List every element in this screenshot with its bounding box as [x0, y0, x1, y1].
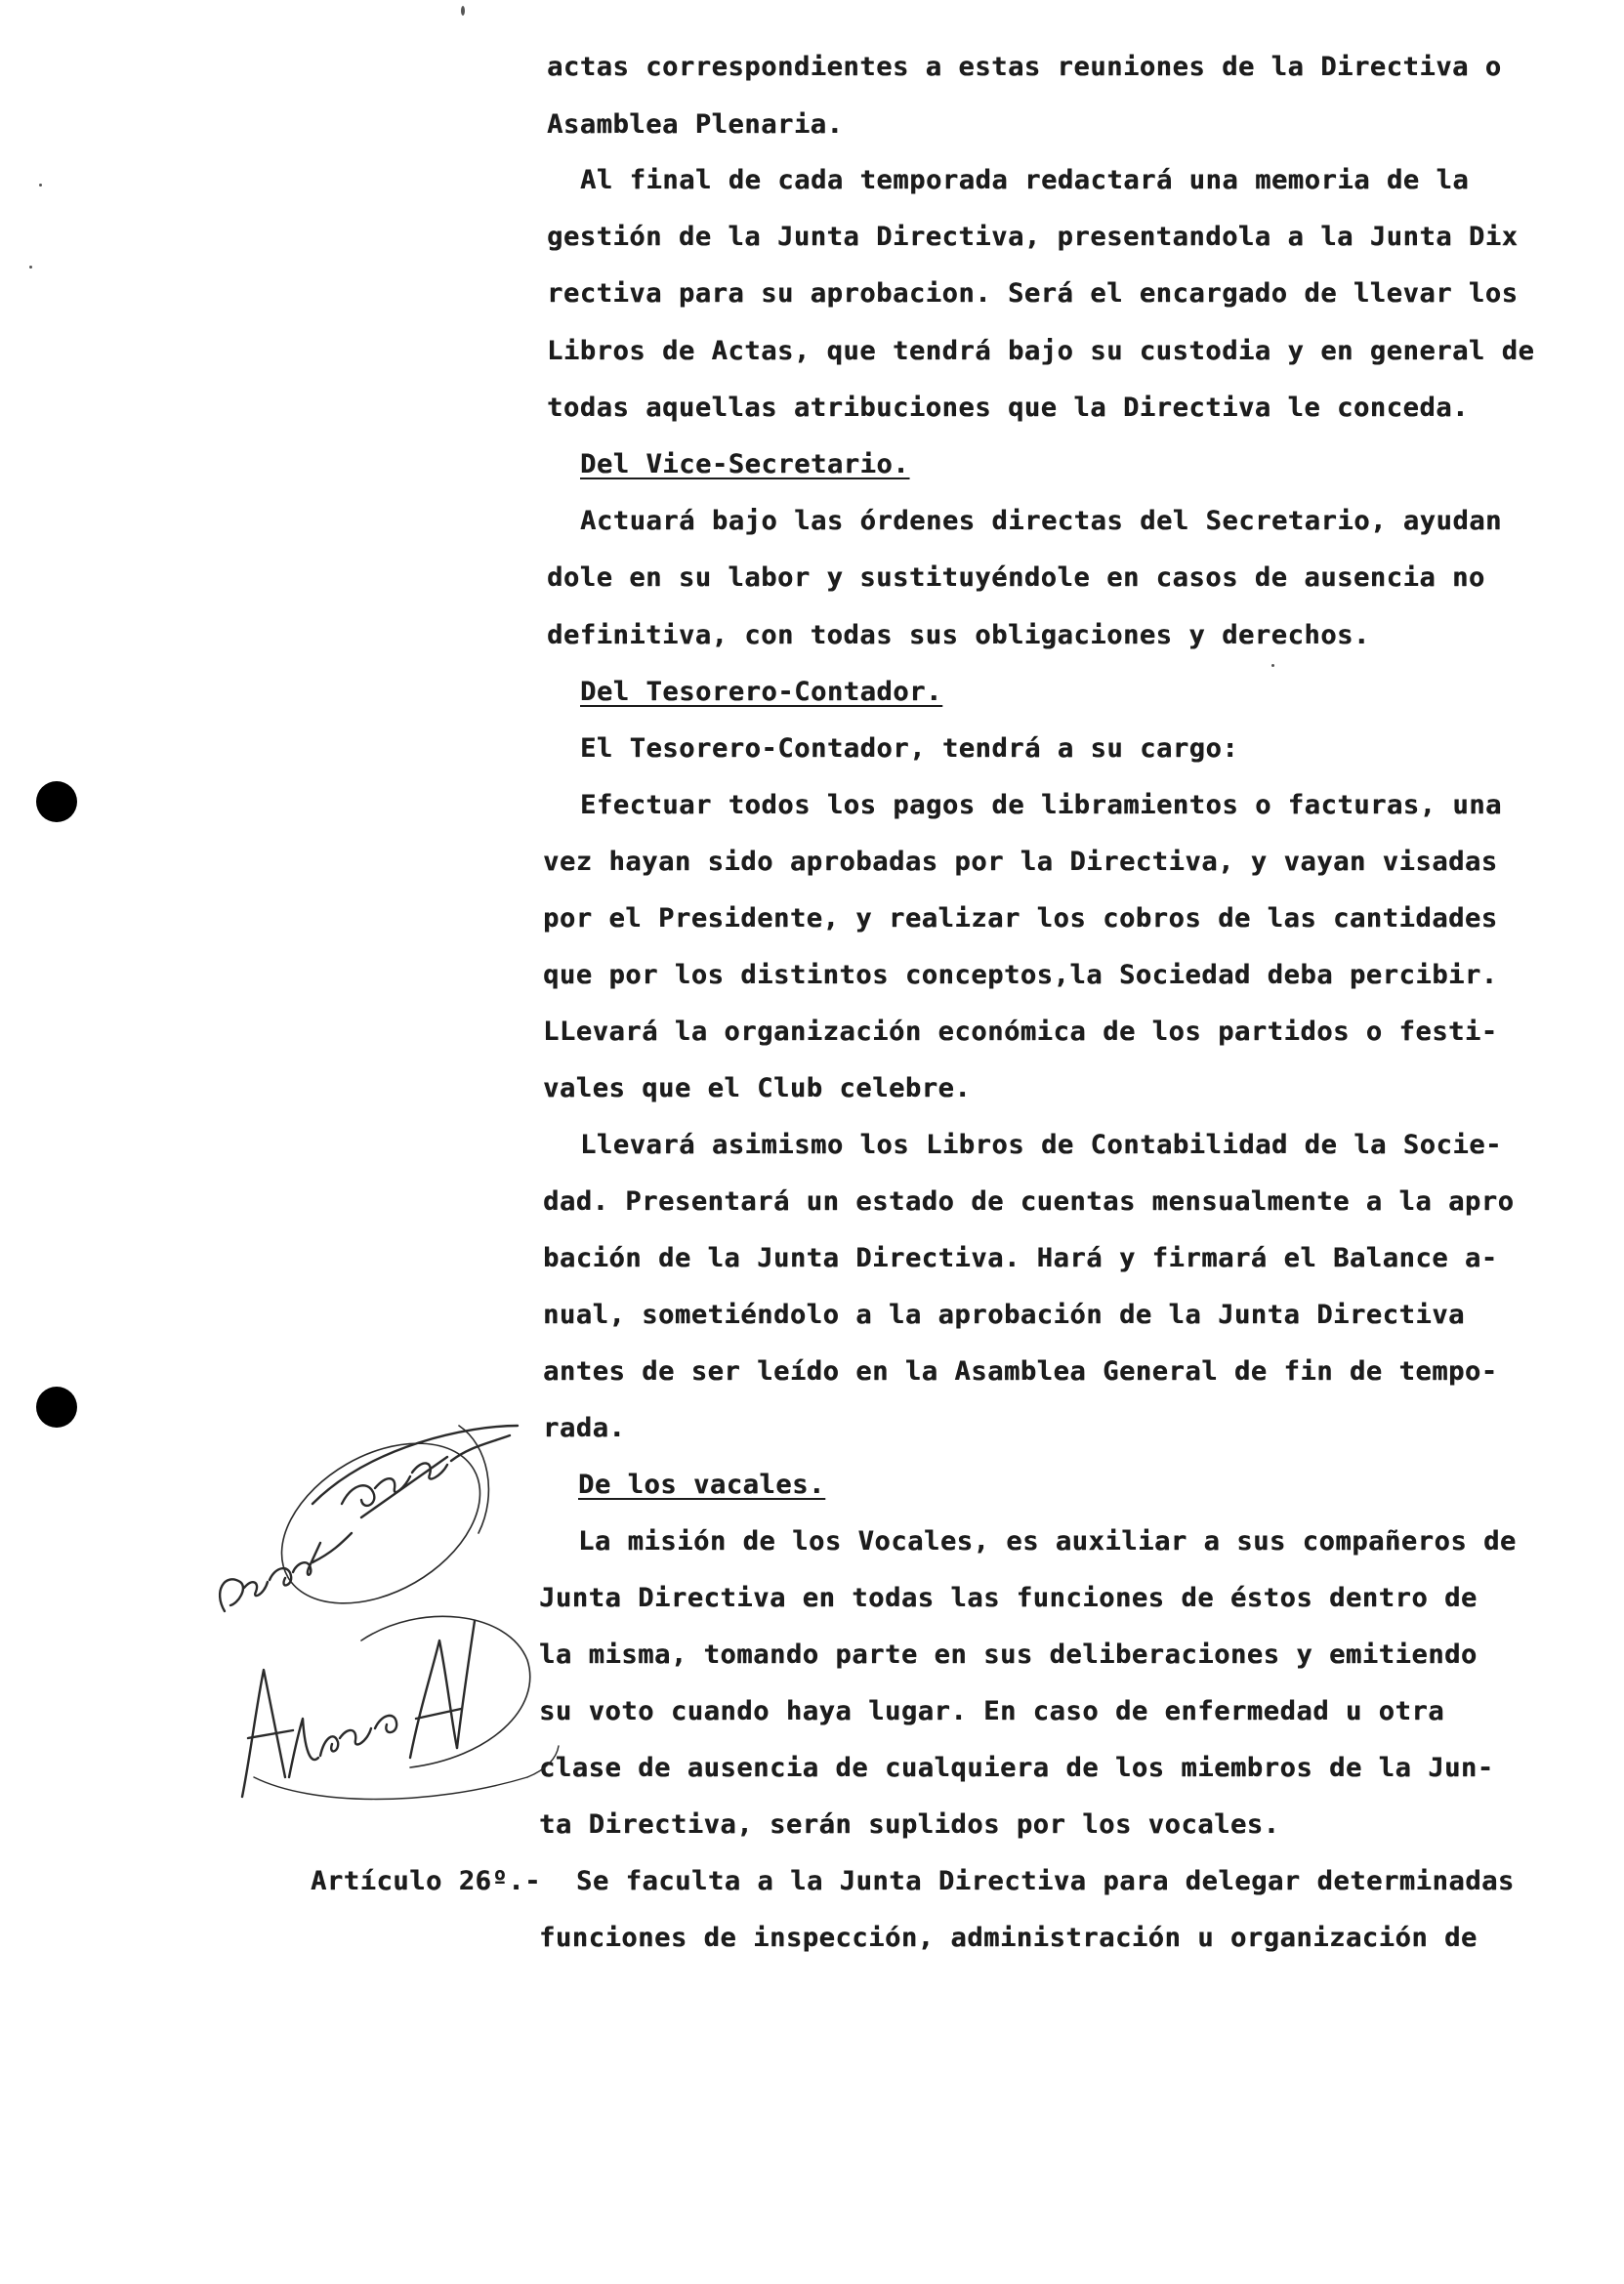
- text-line: funciones de inspección, administración u organización de: [539, 1923, 1478, 1953]
- text-line: antes de ser leído en la Asamblea General de fin de tempo-: [543, 1356, 1498, 1387]
- paper-speck: [29, 266, 32, 269]
- paper-speck: [461, 6, 465, 16]
- text-line: Libros de Actas, que tendrá bajo su custodia y en general de: [547, 336, 1535, 366]
- punch-hole-top: [36, 781, 77, 822]
- text-line: La misión de los Vocales, es auxiliar a sus compañeros de: [578, 1526, 1517, 1557]
- section-heading-vocales: De los vacales.: [578, 1470, 825, 1500]
- punch-hole-bottom: [36, 1387, 77, 1428]
- article-label: Artículo 26º.-: [311, 1866, 541, 1896]
- text-line: gestión de la Junta Directiva, presentandola a la Junta Dix: [547, 222, 1519, 252]
- paper-speck: [1271, 664, 1274, 667]
- text-line: dad. Presentará un estado de cuentas mensualmente a la apro: [543, 1186, 1515, 1217]
- text-line: por el Presidente, y realizar los cobros de las cantidades: [543, 903, 1498, 934]
- text-line: Llevará asimismo los Libros de Contabilidad de la Socie-: [580, 1130, 1502, 1160]
- text-line: LLevará la organización económica de los partidos o festi-: [543, 1017, 1498, 1047]
- text-line: definitiva, con todas sus obligaciones y derechos.: [547, 620, 1370, 650]
- text-line: vez hayan sido aprobadas por la Directiva, y vayan visadas: [543, 847, 1498, 877]
- text-line: dole en su labor y sustituyéndole en casos de ausencia no: [547, 562, 1485, 593]
- text-line: su voto cuando haya lugar. En caso de enfermedad u otra: [539, 1696, 1445, 1726]
- text-line: ta Directiva, serán suplidos por los vocales.: [539, 1809, 1280, 1840]
- text-line: nual, sometiéndolo a la aprobación de la Junta Directiva: [543, 1300, 1465, 1330]
- text-line: El Tesorero-Contador, tendrá a su cargo:: [580, 733, 1239, 764]
- text-line: rectiva para su aprobacion. Será el encargado de llevar los: [547, 278, 1519, 309]
- text-line: vales que el Club celebre.: [543, 1073, 972, 1103]
- text-line: Se faculta a la Junta Directiva para delegar determinadas: [576, 1866, 1515, 1896]
- section-heading-vice-secretario: Del Vice-Secretario.: [580, 449, 910, 479]
- text-line: clase de ausencia de cualquiera de los miembros de la Jun-: [539, 1753, 1494, 1783]
- section-heading-tesorero-contador: Del Tesorero-Contador.: [580, 677, 942, 707]
- text-line: bación de la Junta Directiva. Hará y firmará el Balance a-: [543, 1243, 1498, 1273]
- text-line: la misma, tomando parte en sus deliberaciones y emitiendo: [539, 1640, 1478, 1670]
- text-line: Junta Directiva en todas las funciones de éstos dentro de: [539, 1583, 1478, 1613]
- text-line: todas aquellas atribuciones que la Directiva le conceda.: [547, 393, 1469, 423]
- text-line: rada.: [543, 1413, 626, 1443]
- text-line: actas correspondientes a estas reuniones de la Directiva o: [547, 52, 1502, 82]
- paper-speck: [39, 184, 42, 187]
- text-line: que por los distintos conceptos,la Sociedad deba percibir.: [543, 960, 1498, 990]
- text-line: Al final de cada temporada redactará una memoria de la: [580, 165, 1470, 195]
- text-line: Asamblea Plenaria.: [547, 109, 844, 140]
- text-line: Actuará bajo las órdenes directas del Secretario, ayudan: [580, 506, 1502, 536]
- text-line: Efectuar todos los pagos de libramientos o facturas, una: [580, 790, 1502, 820]
- handwritten-signatures: [195, 1387, 566, 1836]
